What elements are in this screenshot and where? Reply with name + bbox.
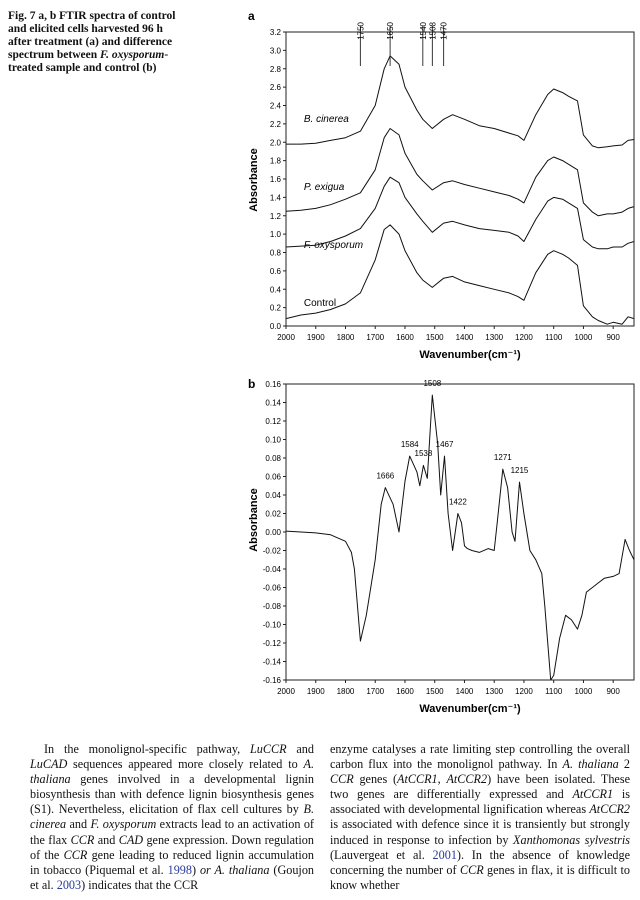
- text-run: genes involved in a developmental lignin biosynthesis than with defence lignin biosynthesis genes (S1). Nevertheless, elicitation of flax cell cultures by: [30, 772, 314, 817]
- caption-text-2: -treated sample and control (b): [8, 49, 169, 74]
- panel-a-ytick-label: 0.0: [269, 322, 281, 331]
- text-run: A. thaliana: [562, 757, 619, 772]
- panel-a-ytick-label: 1.6: [269, 175, 281, 184]
- panel-a-xtick-label: 1500: [425, 333, 444, 342]
- panel-a-ytick-label: 1.0: [269, 230, 281, 240]
- panel-a-ytick-label: 2.6: [269, 83, 281, 93]
- panel-a-marker-label: 1540: [418, 22, 428, 40]
- panel-a-xtick-label: 1300: [485, 333, 504, 342]
- caption-lead: Fig. 7 a, b: [8, 10, 57, 22]
- text-run: or A. thaliana: [199, 862, 270, 877]
- panel-b-ytick-label: -0.04: [262, 565, 281, 574]
- panel-b-ytick-label: 0.14: [265, 398, 281, 408]
- panel-a-marker-label: 1650: [386, 22, 396, 40]
- text-run: ): [191, 862, 200, 877]
- panel-a-ytick-label: 3.0: [269, 46, 281, 56]
- panel-a-series-line-1: [286, 129, 634, 216]
- panel-b-xtick-label: 1000: [574, 687, 593, 696]
- panel-b-peak-label: 1422: [449, 497, 467, 507]
- panel-b-series-line-0: [286, 395, 634, 680]
- caption-text-1: FTIR spectra of control and elicited cells harvested 96 h after treatment (a) and difference spectrum between: [8, 10, 176, 61]
- panel-b-peak-label: 1666: [376, 471, 395, 481]
- panel-b-xtick-label: 1700: [366, 687, 385, 696]
- text-run: AtCCR2: [446, 772, 488, 787]
- panel-b-xtick-label: 1800: [336, 687, 355, 696]
- panel-a-ytick-label: 1.2: [269, 211, 281, 221]
- panel-b-xtick-label: 1200: [515, 687, 533, 696]
- panel-a-xtick-label: 1400: [455, 333, 474, 342]
- panel-a-marker-label: 1508: [428, 22, 438, 40]
- panel-b-peak-label: 1508: [423, 378, 442, 388]
- panel-b-peak-label: 1215: [510, 465, 529, 475]
- panel-a-letter: a: [248, 9, 255, 23]
- citation-year: 1998: [167, 862, 192, 877]
- text-run: ). In the absence of knowledge concerning the number of: [330, 847, 630, 877]
- panel-a-ylabel: Absorbance: [248, 148, 260, 212]
- panel-b-xtick-label: 900: [606, 687, 620, 696]
- panel-b-xtick-label: 1500: [425, 687, 444, 696]
- panel-a-series-line-0: [286, 56, 634, 148]
- body-column-right: [330, 742, 630, 893]
- panel-a-xtick-label: 900: [606, 333, 620, 342]
- panel-a-plot-frame: [286, 32, 634, 326]
- text-run: ,: [437, 772, 447, 787]
- text-run: CCR: [70, 832, 95, 847]
- panel-b-xtick-label: 1900: [306, 687, 325, 696]
- text-run: AtCCR1: [397, 772, 438, 787]
- panel-a-xtick-label: 1100: [545, 333, 563, 342]
- panel-a-series-label: B. cinerea: [303, 114, 349, 126]
- panel-b-ytick-label: -0.08: [262, 602, 281, 611]
- panel-b-ytick-label: -0.16: [262, 676, 281, 685]
- panel-b-ytick-label: 0.00: [265, 528, 281, 537]
- text-run: genes (: [353, 772, 398, 787]
- text-run: sequences appeared more closely related to: [67, 757, 304, 772]
- text-run: gene leading to reduced lignin accumulation in tobacco (Piquemal et al.: [30, 847, 314, 877]
- panel-a-ytick-label: 0.2: [269, 303, 281, 313]
- panel-b-ytick-label: -0.10: [262, 620, 281, 630]
- panel-a-series-label: F. oxysporum: [303, 239, 364, 251]
- text-run: is associated with defence since it is transiently but strongly induced in response to infection by: [330, 817, 630, 847]
- citation-year: 2003: [56, 877, 82, 892]
- panel-b-ylabel: Absorbance: [248, 488, 260, 552]
- body-paragraph-right: [330, 742, 630, 893]
- panel-b-ytick-label: 0.10: [265, 435, 281, 445]
- panel-b-xtick-label: 1100: [545, 687, 563, 696]
- text-run: genes in flax, it is difficult to know whether: [330, 862, 630, 892]
- text-run: ) indicates that the CCR: [81, 877, 199, 892]
- text-run: CCR: [459, 862, 484, 877]
- panel-a-ytick-label: 0.6: [269, 266, 281, 276]
- panel-a-ytick-label: 2.4: [269, 101, 281, 111]
- panel-b-ytick-label: 0.12: [265, 417, 281, 426]
- panel-b-ytick-label: 0.06: [265, 472, 281, 482]
- panel-b-ytick-label: 0.16: [265, 380, 281, 389]
- panel-a-ytick-label: 1.8: [269, 156, 281, 166]
- caption-species: F. oxysporum: [99, 49, 165, 61]
- panel-b-ytick-label: 0.08: [265, 454, 281, 463]
- text-run: CCR: [63, 847, 88, 862]
- text-run: ) have been isolated. These two genes are differentially expressed and: [330, 772, 630, 802]
- panel-a-ytick-label: 0.4: [269, 285, 281, 295]
- panel-b-xlabel: Wavenumber(cm⁻¹): [419, 703, 521, 715]
- panel-a-series-label: Control: [303, 297, 337, 309]
- panel-b-ytick-label: -0.14: [262, 657, 281, 667]
- panel-b: [248, 377, 634, 715]
- panel-a-xtick-label: 1200: [515, 333, 533, 342]
- panel-b-peak-label: 1584: [400, 439, 419, 449]
- text-run: F. oxysporum: [90, 817, 157, 832]
- panel-a-ytick-label: 0.8: [269, 248, 281, 258]
- text-run: LuCCR: [250, 742, 287, 756]
- panel-a-marker-label: 1750: [356, 22, 366, 40]
- panel-b-ytick-label: 0.04: [265, 491, 281, 500]
- panel-a-ytick-label: 2.8: [269, 64, 281, 74]
- body-column-left: [30, 742, 314, 893]
- panel-b-ytick-label: -0.06: [262, 583, 281, 593]
- panel-a-xtick-label: 1600: [396, 333, 414, 342]
- panel-b-plot-frame: [286, 384, 634, 680]
- panel-a-xlabel: Wavenumber(cm⁻¹): [419, 349, 521, 361]
- panel-a-xtick-label: 1900: [306, 333, 325, 342]
- text-run: AtCCR1: [572, 787, 614, 802]
- panel-b-xtick-label: 2000: [277, 687, 295, 696]
- text-run: is associated with developmental lignification whereas: [330, 787, 630, 817]
- text-run: In the monolignol-specific pathway,: [44, 742, 250, 756]
- panel-b-xtick-label: 1600: [396, 687, 414, 696]
- panel-b-ytick-label: 0.02: [265, 509, 281, 519]
- panel-b-xtick-label: 1400: [455, 687, 474, 696]
- panel-a-xtick-label: 1700: [366, 333, 385, 342]
- panel-b-ytick-label: -0.12: [262, 639, 281, 648]
- panel-a-marker-label: 1470: [439, 22, 449, 40]
- text-run: (Lauvergeat et al.: [330, 847, 433, 862]
- panel-a-ytick-label: 2.2: [269, 119, 281, 129]
- text-run: B. cinerea: [30, 802, 314, 832]
- panel-a-series-label: P. exigua: [303, 182, 345, 194]
- panel-b-ytick-label: -0.02: [262, 546, 281, 556]
- text-run: Xanthomonas sylvestris: [513, 832, 630, 847]
- panel-b-xtick-label: 1300: [485, 687, 504, 696]
- text-run: and: [94, 832, 119, 847]
- text-run: (Goujon et al.: [30, 862, 315, 892]
- panel-b-letter: b: [248, 377, 256, 391]
- text-run: and: [66, 817, 91, 832]
- panel-a: [248, 9, 634, 361]
- panel-b-peak-label: 1271: [493, 452, 512, 462]
- text-run: LuCAD: [30, 757, 68, 772]
- text-run: A. thaliana: [30, 757, 314, 787]
- text-run: and: [286, 742, 314, 756]
- panel-a-ytick-label: 1.4: [269, 193, 281, 203]
- panel-a-xtick-label: 1000: [574, 333, 593, 342]
- text-run: CAD: [118, 832, 144, 847]
- panel-a-xtick-label: 2000: [277, 333, 295, 342]
- body-paragraph-left: [30, 742, 314, 893]
- text-run: 2: [618, 757, 630, 772]
- panel-a-xtick-label: 1800: [336, 333, 355, 342]
- panel-b-peak-label: 1538: [414, 449, 433, 459]
- text-run: extracts lead to an activation of the flax: [30, 817, 314, 847]
- panel-b-peak-label: 1467: [435, 439, 454, 449]
- text-run: gene expression. Down regulation of the: [30, 832, 314, 862]
- text-run: AtCCR2: [589, 802, 630, 817]
- text-run: enzyme catalyses a rate limiting step controlling the overall carbon flux into the monolignol pathway. In: [330, 742, 630, 772]
- panel-a-ytick-label: 2.0: [269, 138, 281, 148]
- panel-a-ytick-label: 3.2: [269, 28, 281, 37]
- citation-year: 2001: [432, 847, 457, 862]
- text-run: CCR: [330, 772, 354, 787]
